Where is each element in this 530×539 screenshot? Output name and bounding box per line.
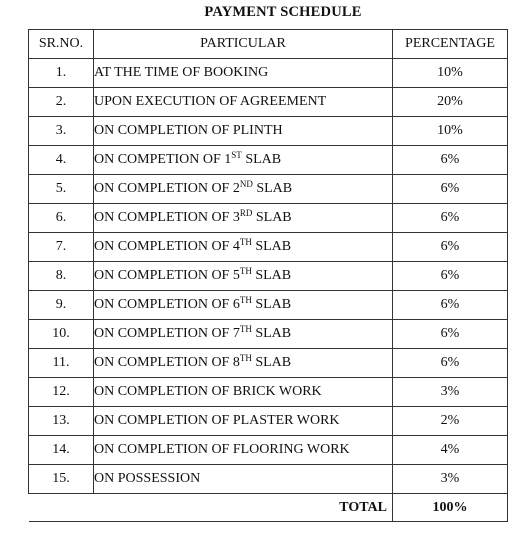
table-row bbox=[29, 233, 508, 262]
ordinal-suffix: ST bbox=[231, 150, 242, 160]
row-percentage: 20% bbox=[393, 88, 508, 117]
table-row bbox=[29, 436, 508, 465]
table-row bbox=[29, 291, 508, 320]
row-sr-no: 15. bbox=[29, 465, 94, 494]
row-percentage: 3% bbox=[393, 465, 508, 494]
total-row bbox=[29, 494, 508, 522]
row-sr-no: 11. bbox=[29, 349, 94, 378]
particular-suffix-text: SLAB bbox=[251, 326, 292, 341]
row-percentage: 6% bbox=[393, 349, 508, 378]
row-sr-no: 7. bbox=[29, 233, 94, 262]
row-sr-no: 5. bbox=[29, 175, 94, 204]
row-percentage: 2% bbox=[393, 407, 508, 436]
particular-text: ON COMPLETION OF 3 bbox=[94, 210, 240, 225]
row-percentage: 6% bbox=[393, 146, 508, 175]
row-particular bbox=[94, 378, 393, 407]
total-label: TOTAL bbox=[29, 494, 393, 522]
particular-text: AT THE TIME OF BOOKING bbox=[94, 65, 269, 80]
row-sr-no: 10. bbox=[29, 320, 94, 349]
row-particular bbox=[94, 59, 393, 88]
row-particular bbox=[94, 320, 393, 349]
table-row bbox=[29, 262, 508, 291]
row-particular bbox=[94, 175, 393, 204]
row-particular bbox=[94, 436, 393, 465]
particular-text: ON COMPLETION OF PLASTER WORK bbox=[94, 413, 340, 428]
row-percentage: 10% bbox=[393, 59, 508, 88]
particular-suffix-text: SLAB bbox=[241, 152, 282, 167]
particular-suffix-text: SLAB bbox=[251, 268, 292, 283]
table-row bbox=[29, 465, 508, 494]
ordinal-suffix: TH bbox=[239, 266, 252, 276]
row-particular bbox=[94, 88, 393, 117]
particular-text: ON COMPLETION OF 7 bbox=[94, 326, 240, 341]
row-particular bbox=[94, 262, 393, 291]
ordinal-suffix: TH bbox=[239, 237, 252, 247]
row-percentage: 6% bbox=[393, 233, 508, 262]
row-percentage: 3% bbox=[393, 378, 508, 407]
table-row bbox=[29, 320, 508, 349]
row-percentage: 6% bbox=[393, 262, 508, 291]
row-sr-no: 6. bbox=[29, 204, 94, 233]
row-percentage: 6% bbox=[393, 291, 508, 320]
column-header-particular: PARTICULAR bbox=[94, 30, 393, 59]
row-percentage: 4% bbox=[393, 436, 508, 465]
row-sr-no: 2. bbox=[29, 88, 94, 117]
row-percentage: 10% bbox=[393, 117, 508, 146]
row-particular bbox=[94, 349, 393, 378]
row-sr-no: 14. bbox=[29, 436, 94, 465]
payment-schedule-table bbox=[28, 29, 508, 522]
ordinal-suffix: TH bbox=[239, 324, 252, 334]
ordinal-suffix: RD bbox=[239, 208, 253, 218]
row-particular bbox=[94, 204, 393, 233]
row-sr-no: 1. bbox=[29, 59, 94, 88]
row-particular bbox=[94, 291, 393, 320]
table-row bbox=[29, 378, 508, 407]
row-sr-no: 3. bbox=[29, 117, 94, 146]
table-row bbox=[29, 204, 508, 233]
particular-text: ON COMPLETION OF 2 bbox=[94, 181, 240, 196]
row-particular bbox=[94, 407, 393, 436]
particular-text: ON COMPLETION OF 5 bbox=[94, 268, 240, 283]
particular-text: ON COMPLETION OF PLINTH bbox=[94, 123, 283, 138]
table-row bbox=[29, 88, 508, 117]
ordinal-suffix: TH bbox=[239, 353, 252, 363]
particular-text: ON COMPETION OF 1 bbox=[94, 152, 232, 167]
particular-suffix-text: SLAB bbox=[251, 355, 292, 370]
particular-text: ON POSSESSION bbox=[94, 471, 201, 486]
particular-suffix-text: SLAB bbox=[252, 210, 292, 225]
row-sr-no: 9. bbox=[29, 291, 94, 320]
ordinal-suffix: TH bbox=[239, 295, 252, 305]
table-row bbox=[29, 146, 508, 175]
table-row bbox=[29, 349, 508, 378]
particular-text: ON COMPLETION OF FLOORING WORK bbox=[94, 442, 350, 457]
table-row bbox=[29, 59, 508, 88]
row-sr-no: 8. bbox=[29, 262, 94, 291]
particular-suffix-text: SLAB bbox=[251, 297, 292, 312]
particular-text: ON COMPLETION OF 8 bbox=[94, 355, 240, 370]
row-sr-no: 12. bbox=[29, 378, 94, 407]
table-row bbox=[29, 407, 508, 436]
table-row bbox=[29, 117, 508, 146]
table-row bbox=[29, 175, 508, 204]
column-header-sr-no: SR.NO. bbox=[29, 30, 94, 59]
particular-text: ON COMPLETION OF 4 bbox=[94, 239, 240, 254]
row-sr-no: 13. bbox=[29, 407, 94, 436]
particular-text: ON COMPLETION OF BRICK WORK bbox=[94, 384, 322, 399]
row-sr-no: 4. bbox=[29, 146, 94, 175]
total-percentage: 100% bbox=[393, 494, 508, 522]
page-title: PAYMENT SCHEDULE bbox=[204, 4, 362, 20]
column-header-percentage: PERCENTAGE bbox=[393, 30, 508, 59]
row-particular bbox=[94, 117, 393, 146]
row-particular bbox=[94, 233, 393, 262]
particular-suffix-text: SLAB bbox=[252, 181, 293, 196]
particular-suffix-text: SLAB bbox=[251, 239, 292, 254]
row-percentage: 6% bbox=[393, 204, 508, 233]
row-percentage: 6% bbox=[393, 175, 508, 204]
table-header-row bbox=[29, 30, 508, 59]
particular-text: ON COMPLETION OF 6 bbox=[94, 297, 240, 312]
row-percentage: 6% bbox=[393, 320, 508, 349]
particular-text: UPON EXECUTION OF AGREEMENT bbox=[94, 94, 327, 109]
row-particular bbox=[94, 465, 393, 494]
row-particular bbox=[94, 146, 393, 175]
table-body bbox=[29, 59, 508, 494]
ordinal-suffix: ND bbox=[239, 179, 253, 189]
